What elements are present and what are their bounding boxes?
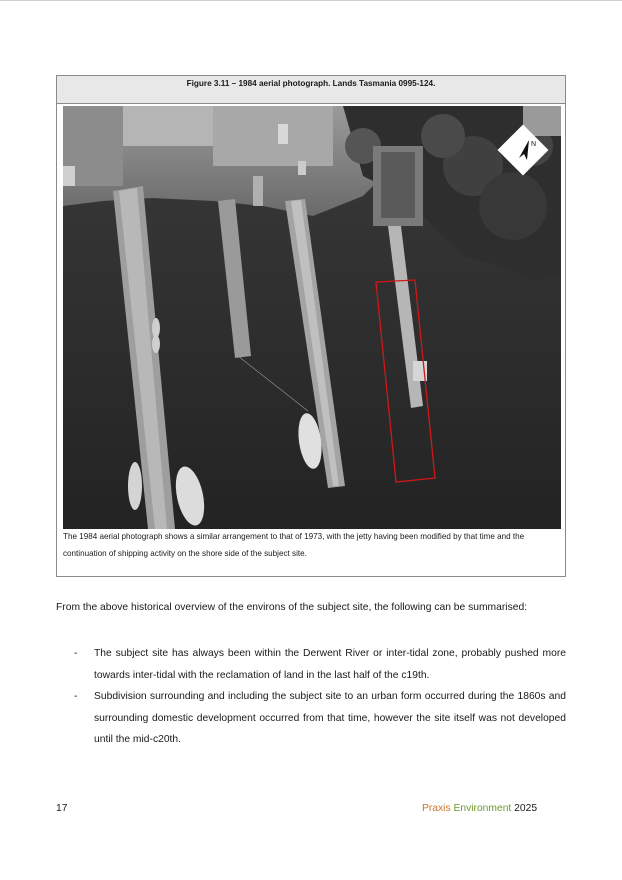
figure-title: Figure 3.11 – 1984 aerial photograph. Lands Tasmania 0995-124. [57, 76, 565, 104]
bullet-text: Subdivision surrounding and including the subject site to an urban form occurred during the 1860s and surrounding domestic development occurred from that time, however the site itself was not developed until the mid-c20th. [94, 691, 566, 745]
brand-year: 2025 [514, 803, 538, 814]
svg-text:N: N [531, 141, 537, 148]
page-number: 17 [56, 803, 68, 814]
figure-frame [56, 75, 566, 577]
aerial-photograph [63, 106, 561, 529]
bullet-marker: - [74, 648, 78, 659]
list-item [56, 686, 566, 751]
figure-caption: The 1984 aerial photograph shows a similar arrangement to that of 1973, with the jetty having been modified by that time and the continuation of shipping activity on the shore side of the subject site. [63, 532, 525, 558]
page-top-rule [0, 0, 622, 1]
bullet-text: The subject site has always been within the Derwent River or inter-tidal zone, probably pushed more towards inter-tidal with the reclamation of land in the last half of the c19th. [94, 648, 566, 681]
brand-part2: Environment [453, 803, 512, 814]
summary-list [56, 643, 566, 751]
footer-brand [422, 803, 537, 814]
bullet-marker: - [74, 691, 78, 702]
brand-part1: Praxis [422, 803, 451, 814]
list-item [56, 643, 566, 686]
aerial-photo-image [63, 106, 561, 529]
summary-intro: From the above historical overview of the environs of the subject site, the following can be summarised: [56, 602, 528, 613]
